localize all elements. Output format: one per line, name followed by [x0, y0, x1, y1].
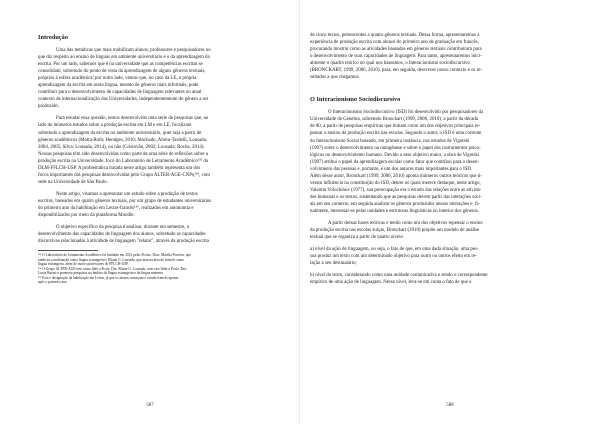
spacer: [310, 86, 564, 94]
footnote: ¹³⁵ Esta é designação da habilitação em Letras, já que os alunos começam o estudo francês apenas após o primeiro ano.: [38, 275, 179, 285]
list-item: b) nível do texto, considerando como uma unidade comunicativa e sendo o correspondente empírico de uma ação de linguagem. Nesse nível, leva-se em conta o fato de que o: [310, 273, 488, 286]
page-number: 587: [146, 403, 154, 408]
footnote: ¹³⁴ O Grupo ALTER-AGE tem como líder a Profa. Dra. Eliane G. Lousada, com vice-líder a Profa. Dra. Luzia Bueno e promove pesquisas no âmbito da língua estrangeira e da língua materna.: [38, 266, 187, 276]
section-heading-introduction: Introdução: [38, 34, 68, 41]
section-heading-isd: O Interacionismo Sociodiscursivo: [310, 96, 401, 104]
paragraph: Uma das temáticas que mais mobilizam alunos, professores e pesquisadores no que diz respeito ao ensino de línguas em ambiente universitário é o da aprendizagem da escrita. Por um lado, sabemos que é na universidade que as competências escritas se consolidam, sobretudo do ponto de vista da aprendizagem de alguns gêneros textuais, próprios à esfera acadêmica; por outro lado, vemos que, no caso da LE, a própria aprendizagem da escrita em outra língua, mesmo de gêneros mais informais, pode contribuir para o desenvolvimento de capacidades de linguagem relevantes no atual contexto de internacionalização das Universidades, independentemente do gênero a ser produzido.: [38, 48, 211, 110]
page-number: 588: [446, 403, 454, 408]
right-page: [300, 0, 600, 424]
paragraph: de cinco textos, pertencentes a quatro gêneros textuais. Dessa forma, apresentaremos a experiência de produção escrita com alunos do primeiro ano de graduação em francês, procurando mostrar como as atividades baseadas em gêneros textuais contribuíram para o desenvolvimento de suas capacidades de linguagem. Para tanto, apresentaremos inici- almente o quadro teórico no qual nos baseamos, o Interacionismo sociodiscursivo (BRONCKART, 1999, 2006, 2010), para, em seguida, descrever nosso contexto e os re- sultados a que chegamos.: [310, 33, 483, 81]
paragraph: O objetivo específico da pesquisa é analisar, durante um semestre, o desenvolvimento das capacidades de linguagem dos alunos, sobretudo as capacidades discursivas relacionadas à atividade de linguagem "relatar", através da produção escrita: [38, 225, 209, 245]
list-item: a) nível da ação de linguagem, ou seja, o fato de que, em uma dada situação, uma pes- soa produz um texto com um determinado objetivo para outro ou outros efeito em re- lação a seu destinatário;: [310, 247, 479, 267]
paragraph: Para estudar essa questão, temos desenvolvido uma série de pesquisas que, ao lado de inúmeros estudos sobre a produção escrita em LM e em LE, focalizam sobretudo a aprendizagem da escrita no ambiente universitário, quer seja a partir de gêneros acadêmicos (Motta-Roth; Hendges, 2010; Machado, Abreu-Tardelli, Lousada, 2004, 2005; Silva; Lousada, 2014), ou não (Cristovão, 2002; Lousada; Rocha, 2014). Nossas pesquisas têm sido desenvolvidas como parte de uma série de reflexões sobre a produção escrita na Universidade, foco do Laboratório de Letramento Acadêmico¹³³ do DLM-FFLCH-USP. A problemática tratada neste artigo também representa um dos focos importantes das pesquisas desenvolvidas pelo Grupo ALTER-AGE-CNPq¹³⁴, com sede na Universidade de São Paulo.: [38, 116, 210, 185]
paragraph: O Interacionismo Sociodiscursivo (ISD) foi desenvolvido por pesquisadores da Universidade de Genebra, sobretudo Bronckart (1999, 2006, 2010), a partir da década de 80, a partir de pesquisas empíricas que tinham como um dos objetivos principais re- pensar o ensino da produção escrita nas escolas. Segundo o autor, o ISD é uma corrente do Interacionismo Social baseado, em primeira instância, nos estudos de Vigotski (1997) sobre o desenvolvimento na ontogênese e sobre o papel dos instrumentos psico- lógicos no desenvolvimento humano. Devido a esse objetivo maior, a obra de Vigotski (1997) atribui o papel da aprendizagem escolar como fator que contribui para o desen- volvimento das pessoas e, portanto, é um dos autores mais importantes para o ISD. Além desse autor, Bronckart (1999, 2006, 2010) aponta inúmeros outros teóricos que ti- veram influência na constituição do ISD, dentre os quais merece destaque, neste artigo, Valentin Volochínov (1977), sua preocupação era o estudo das relações entre as ativida- des humanas e os textos, sustentando que as pesquisas devem partir das interações soci- ais em seu contexto, em seguida analisar os gêneros produzidos nessas interações e, fi- nalmente, interessar-se pelas unidades e estruturas linguísticas no interior dos gêneros.: [310, 110, 484, 214]
footnote: ¹³³ O Laboratório de Letramento Acadêmico foi fundado em 2012 pelas Profas. Dras. Marília Ferreira, que ainda na coordenação como língua estrangeira e Eliane G. Lousada, que atua na área de francês como língua estrangeira, além de outros professores do FFLCH-USP.: [38, 253, 191, 267]
paragraph: A partir dessas bases teóricas e tendo como um dos objetivos repensar o ensino da produção escrita nas escolas suíças, Bronckart (2010) propõe um modelo de análise textual que se organiza a partir de quatro níveis:: [310, 221, 483, 241]
footnote-divider: [38, 250, 98, 251]
paragraph: Neste artigo, visamos a apresentar um estudo sobre a produção de textos escritos, baseados em quatro gêneros textuais, por um grupo de estudantes universitários do primeiro ano da habilitação em Letras-francês¹³⁵, realizados em autonomia e disponibilizados por meio da plataforma Moodle.: [38, 191, 212, 219]
